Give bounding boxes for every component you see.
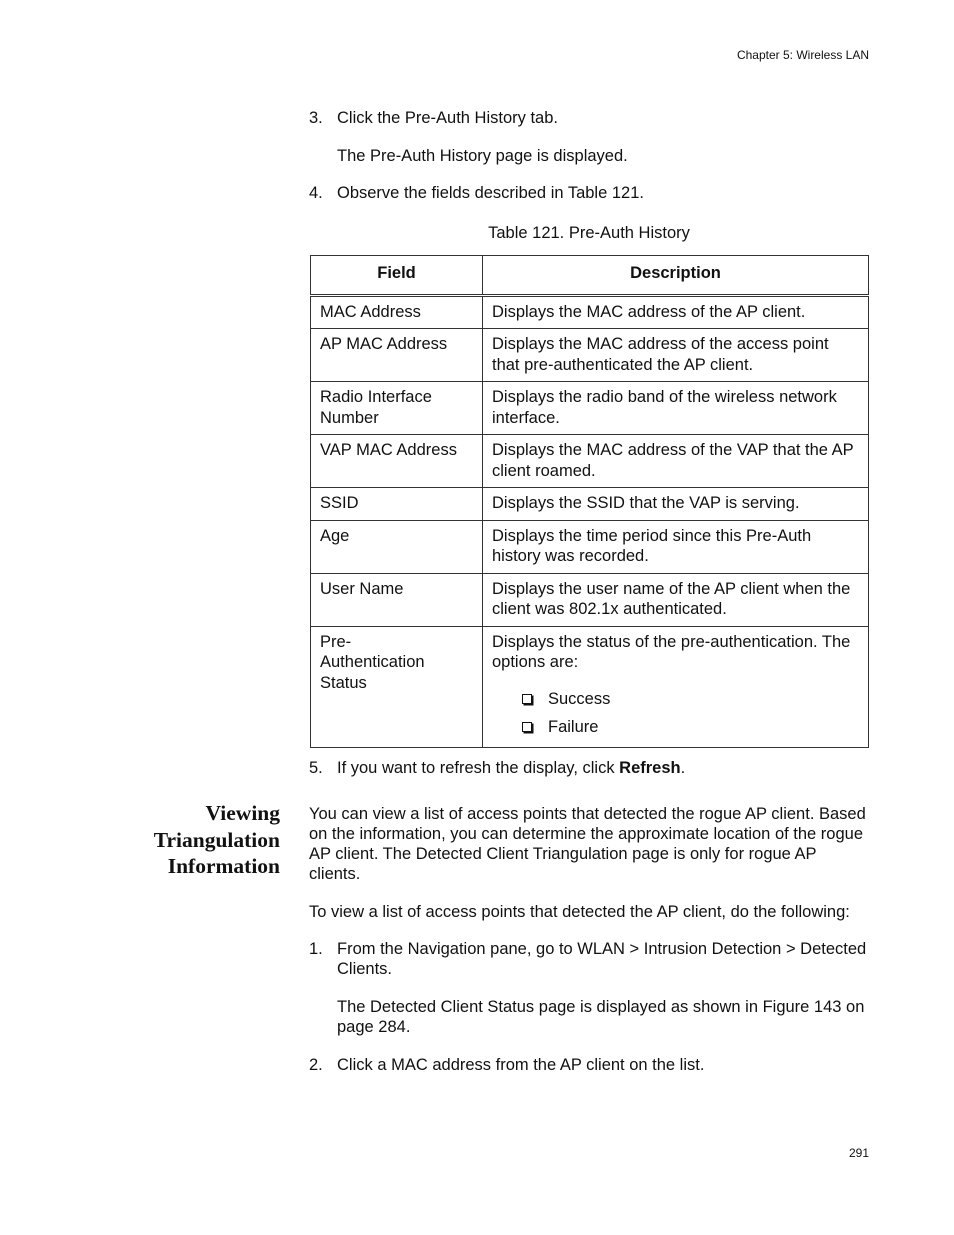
table-row [311,520,869,573]
step-number: 5. [309,759,323,777]
column-header-description: Description [483,256,869,296]
table-caption: Table 121. Pre-Auth History [488,224,690,242]
field-cell: Pre-Authentication Status [311,626,483,747]
section-step-1-result: The Detected Client Status page is displayed as shown in Figure 143 on page 284. [337,998,865,1036]
option-item [492,685,859,713]
field-cell: User Name [311,573,483,626]
field-cell: AP MAC Address [311,329,483,382]
field-cell: Radio Interface Number [311,382,483,435]
description-cell: Displays the MAC address of the access point that pre-authenticated the AP client. [483,329,869,382]
step-text: Click the Pre-Auth History tab. [337,109,558,127]
description-cell [483,626,869,747]
table-row [311,573,869,626]
step-number: 1. [309,940,323,958]
step-text: If you want to refresh the display, click Refresh. [337,759,686,777]
step-text: Observe the fields described in Table 121. [337,184,644,202]
description-cell: Displays the MAC address of the VAP that the AP client roamed. [483,435,869,488]
table-row [311,295,869,329]
pre-auth-history-table [310,255,869,748]
section-heading: Viewing Triangulation Information [153,801,280,878]
section-intro: You can view a list of access points that detected the rogue AP client. Based on the information, you can determine the approximate location of the rogue AP client. The Detected Client Triangulation page is only for rogue AP clients. [309,805,866,883]
table-row [311,488,869,521]
step-number: 4. [309,184,323,202]
table-row [311,435,869,488]
option-label: Success [548,689,611,708]
section-lead: To view a list of access points that detected the AP client, do the following: [309,903,850,921]
running-header: Chapter 5: Wireless LAN [736,48,869,62]
table-header-row [311,256,869,296]
refresh-keyword: Refresh [619,759,681,777]
checkbox-bullet-icon [522,722,532,732]
column-header-field: Field [311,256,483,296]
option-label: Failure [548,717,599,736]
step-number: 3. [309,109,323,127]
description-cell: Displays the SSID that the VAP is serving. [483,488,869,521]
step-text: From the Navigation pane, go to WLAN > Intrusion Detection > Detected Clients. [337,940,867,978]
field-cell: VAP MAC Address [311,435,483,488]
checkbox-bullet-icon [522,694,532,704]
table-row [311,329,869,382]
field-cell: Age [311,520,483,573]
description-cell: Displays the MAC address of the AP client. [483,295,869,329]
table-row [311,626,869,747]
step-text: Click a MAC address from the AP client on the list. [337,1056,705,1074]
description-cell: Displays the time period since this Pre-Auth history was recorded. [483,520,869,573]
description-text: Displays the status of the pre-authentication. The options are: [492,632,851,671]
step-3-result: The Pre-Auth History page is displayed. [337,147,628,165]
option-item [492,713,859,741]
field-cell: SSID [311,488,483,521]
table-row [311,382,869,435]
description-cell: Displays the user name of the AP client when the client was 802.1x authenticated. [483,573,869,626]
field-cell: MAC Address [311,295,483,329]
step-number: 2. [309,1056,323,1074]
description-cell: Displays the radio band of the wireless network interface. [483,382,869,435]
page-number: 291 [848,1146,869,1160]
